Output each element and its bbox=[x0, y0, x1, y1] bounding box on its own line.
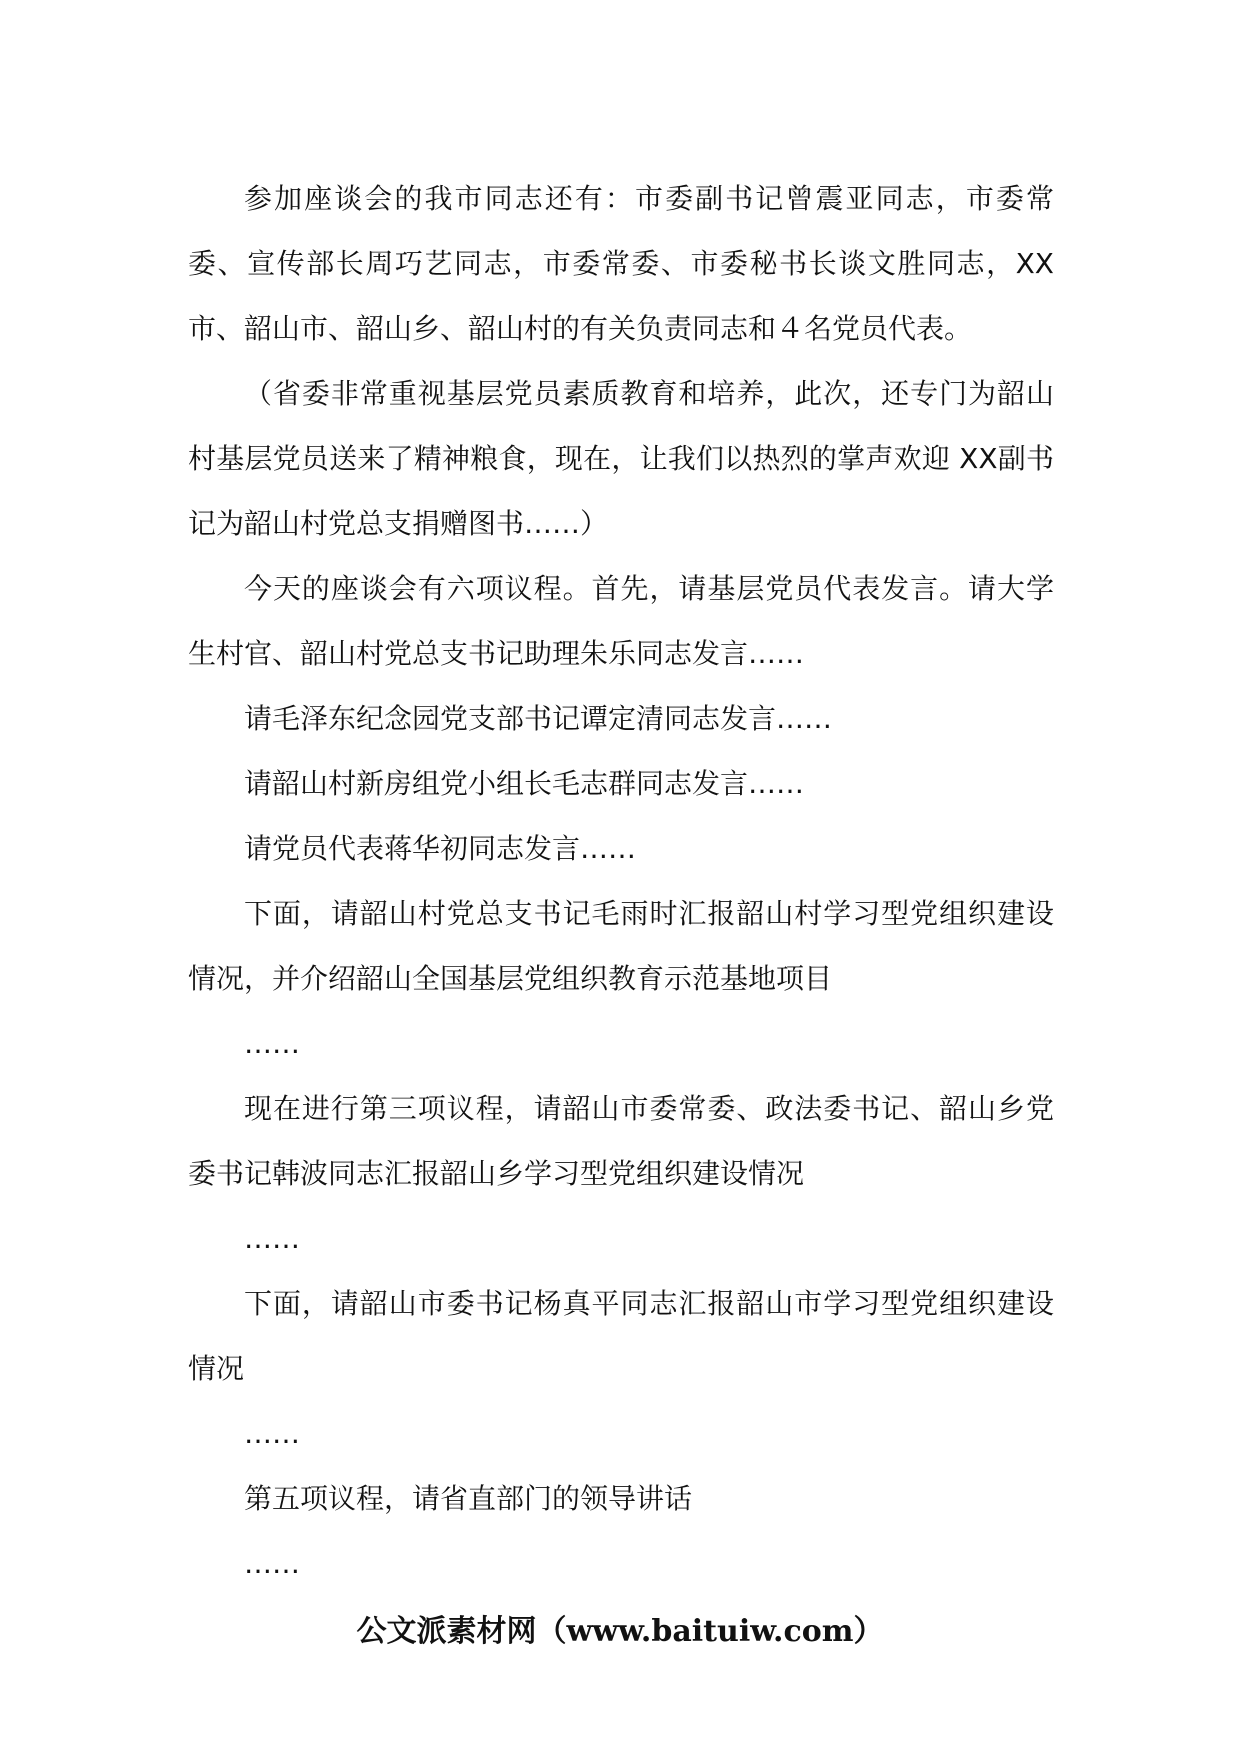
paragraph-township-report: 现在进行第三项议程，请韶山市委常委、政法委书记、韶山乡党委书记韩波同志汇报韶山乡学习型党组织建设情况 bbox=[188, 1092, 1054, 1190]
document-body bbox=[188, 166, 1054, 1596]
paragraph-ellipsis: …… bbox=[244, 1417, 300, 1450]
footer-watermark: 公文派素材网（www.baituiw.com） bbox=[356, 1614, 884, 1649]
paragraph-book-donation: （省委非常重视基层党员素质教育和培养，此次，还专门为韶山村基层党员送来了精神粮食，现在，让我们以热烈的掌声欢迎 XX副书记为韶山村党总支捐赠图书……） bbox=[188, 377, 1054, 540]
paragraph-fifth-agenda: 第五项议程，请省直部门的领导讲话 bbox=[244, 1482, 693, 1515]
paragraph-speaker-2: 请毛泽东纪念园党支部书记谭定清同志发言…… bbox=[244, 702, 833, 735]
paragraph-city-report: 下面，请韶山市委书记杨真平同志汇报韶山市学习型党组织建设情况 bbox=[188, 1287, 1054, 1385]
paragraph-village-report: 下面，请韶山村党总支书记毛雨时汇报韶山村学习型党组织建设情况，并介绍韶山全国基层党组织教育示范基地项目 bbox=[188, 897, 1054, 995]
paragraph-ellipsis: …… bbox=[244, 1027, 300, 1060]
paragraph-agenda-intro: 今天的座谈会有六项议程。首先，请基层党员代表发言。请大学生村官、韶山村党总支书记助理朱乐同志发言…… bbox=[188, 572, 1054, 670]
paragraph-attendees: 参加座谈会的我市同志还有：市委副书记曾震亚同志，市委常委、宣传部长周巧艺同志，市委常委、市委秘书长谈文胜同志，XX市、韶山市、韶山乡、韶山村的有关负责同志和４名党员代表。 bbox=[188, 182, 1054, 345]
paragraph-speaker-3: 请韶山村新房组党小组长毛志群同志发言…… bbox=[244, 767, 805, 800]
paragraph-ellipsis: …… bbox=[244, 1547, 300, 1580]
paragraph-ellipsis: …… bbox=[244, 1222, 300, 1255]
paragraph-speaker-4: 请党员代表蒋华初同志发言…… bbox=[244, 832, 637, 865]
